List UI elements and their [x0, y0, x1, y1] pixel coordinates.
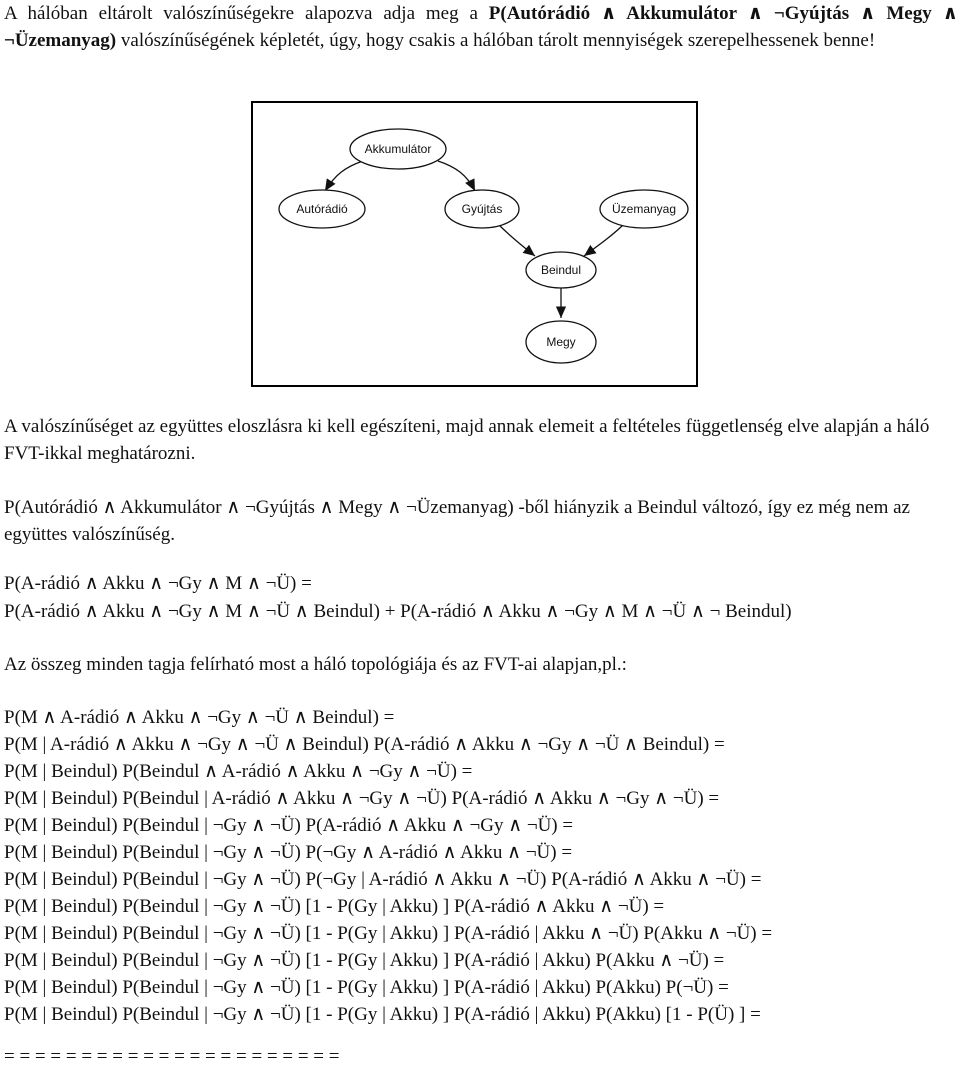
- network-svg: [253, 103, 700, 389]
- edge-uzemanyag-beindul: [584, 224, 624, 256]
- task-text-2: valószínűségének képletét, úgy, hogy csakis a hálóban tárolt mennyiségek szerepelhessenek benne!: [116, 30, 876, 51]
- node-megy: [526, 321, 596, 363]
- equation-line-2: P(A-rádió ∧ Akku ∧ ¬Gy ∧ M ∧ ¬Ü ∧ Beindul) + P(A-rádió ∧ Akku ∧ ¬Gy ∧ M ∧ ¬Ü ∧ ¬ Beindul): [4, 601, 792, 622]
- node-label-beindul: Beindul: [540, 263, 582, 277]
- node-beindul: [526, 252, 596, 288]
- derivation-step: P(M ∧ A-rádió ∧ Akku ∧ ¬Gy ∧ ¬Ü ∧ Beindul) =: [4, 707, 395, 728]
- node-akkumulator: [350, 129, 446, 169]
- node-label-gyujtas: Gyújtás: [461, 202, 503, 216]
- node-label-autoradio: Autórádió: [296, 202, 348, 216]
- paragraph-topology: Az összeg minden tagja felírható most a háló topológiája és az FVT-ai alapjan,pl.:: [4, 654, 627, 675]
- derivation-step: P(M | Beindul) P(Beindul | ¬Gy ∧ ¬Ü) [1 - P(Gy | Akku) ] P(A-rádió | Akku) P(Akku ∧ ¬Ü) =: [4, 950, 725, 971]
- derivation-step: P(M | Beindul) P(Beindul | ¬Gy ∧ ¬Ü) [1 - P(Gy | Akku) ] P(A-rádió ∧ Akku ∧ ¬Ü) =: [4, 896, 665, 917]
- derivation-step: P(M | Beindul) P(Beindul | ¬Gy ∧ ¬Ü) P(¬Gy | A-rádió ∧ Akku ∧ ¬Ü) P(A-rádió ∧ Akku ∧ ¬Ü) =: [4, 869, 762, 890]
- node-label-akkumulator: Akkumulátor: [364, 142, 432, 156]
- derivation-step: P(M | A-rádió ∧ Akku ∧ ¬Gy ∧ ¬Ü ∧ Beindul) P(A-rádió ∧ Akku ∧ ¬Gy ∧ ¬Ü ∧ Beindul) =: [4, 734, 725, 755]
- derivation-step: P(M | Beindul) P(Beindul | ¬Gy ∧ ¬Ü) P(¬Gy ∧ A-rádió ∧ Akku ∧ ¬Ü) =: [4, 842, 573, 863]
- node-label-uzemanyag: Üzemanyag: [611, 202, 677, 216]
- derivation-step: P(M | Beindul) P(Beindul | ¬Gy ∧ ¬Ü) [1 - P(Gy | Akku) ] P(A-rádió | Akku) P(Akku) P(¬Ü) =: [4, 977, 729, 998]
- node-uzemanyag: [600, 190, 688, 228]
- edge-gyujtas-beindul: [498, 224, 535, 256]
- node-gyujtas: [445, 190, 519, 228]
- task-formula: P(Autórádió ∧ Akkumulátor ∧ ¬Gyújtás ∧ Megy ∧ ¬Üzemanyag): [4, 3, 958, 51]
- task-text-1: A hálóban eltárolt valószínűségekre alapozva adja meg a: [4, 3, 489, 24]
- node-autoradio: [279, 190, 365, 228]
- derivation-step: P(M | Beindul) P(Beindul | ¬Gy ∧ ¬Ü) P(A-rádió ∧ Akku ∧ ¬Gy ∧ ¬Ü) =: [4, 815, 574, 836]
- paragraph-completion: A valószínűséget az együttes eloszlásra ki kell egészíteni, majd annak elemeit a feltételes függetlenség elve alapján a háló FVT-ikkal meghatározni.: [4, 416, 930, 464]
- separator-line: = = = = = = = = = = = = = = = = = = = = = =: [4, 1046, 340, 1067]
- edge-akku-autoradio: [325, 161, 363, 191]
- equation-line-1: P(A-rádió ∧ Akku ∧ ¬Gy ∧ M ∧ ¬Ü) =: [4, 573, 312, 594]
- task-statement: [4, 0, 958, 54]
- bayes-network-diagram: [251, 101, 698, 387]
- derivation-step: P(M | Beindul) P(Beindul | ¬Gy ∧ ¬Ü) [1 - P(Gy | Akku) ] P(A-rádió | Akku ∧ ¬Ü) P(Akku ∧ ¬Ü) =: [4, 923, 773, 944]
- edge-akku-gyujtas: [438, 161, 475, 191]
- derivation-step: P(M | Beindul) P(Beindul | A-rádió ∧ Akku ∧ ¬Gy ∧ ¬Ü) P(A-rádió ∧ Akku ∧ ¬Gy ∧ ¬Ü) =: [4, 788, 720, 809]
- node-label-megy: Megy: [546, 335, 576, 349]
- derivation-step: P(M | Beindul) P(Beindul ∧ A-rádió ∧ Akku ∧ ¬Gy ∧ ¬Ü) =: [4, 761, 473, 782]
- derivation-step: P(M | Beindul) P(Beindul | ¬Gy ∧ ¬Ü) [1 - P(Gy | Akku) ] P(A-rádió | Akku) P(Akku) [1 - P(Ü) ] =: [4, 1004, 761, 1025]
- paragraph-missing-variable: P(Autórádió ∧ Akkumulátor ∧ ¬Gyújtás ∧ Megy ∧ ¬Üzemanyag) -ből hiányzik a Beindul változó, így ez még nem az együttes valószínűség.: [4, 497, 910, 545]
